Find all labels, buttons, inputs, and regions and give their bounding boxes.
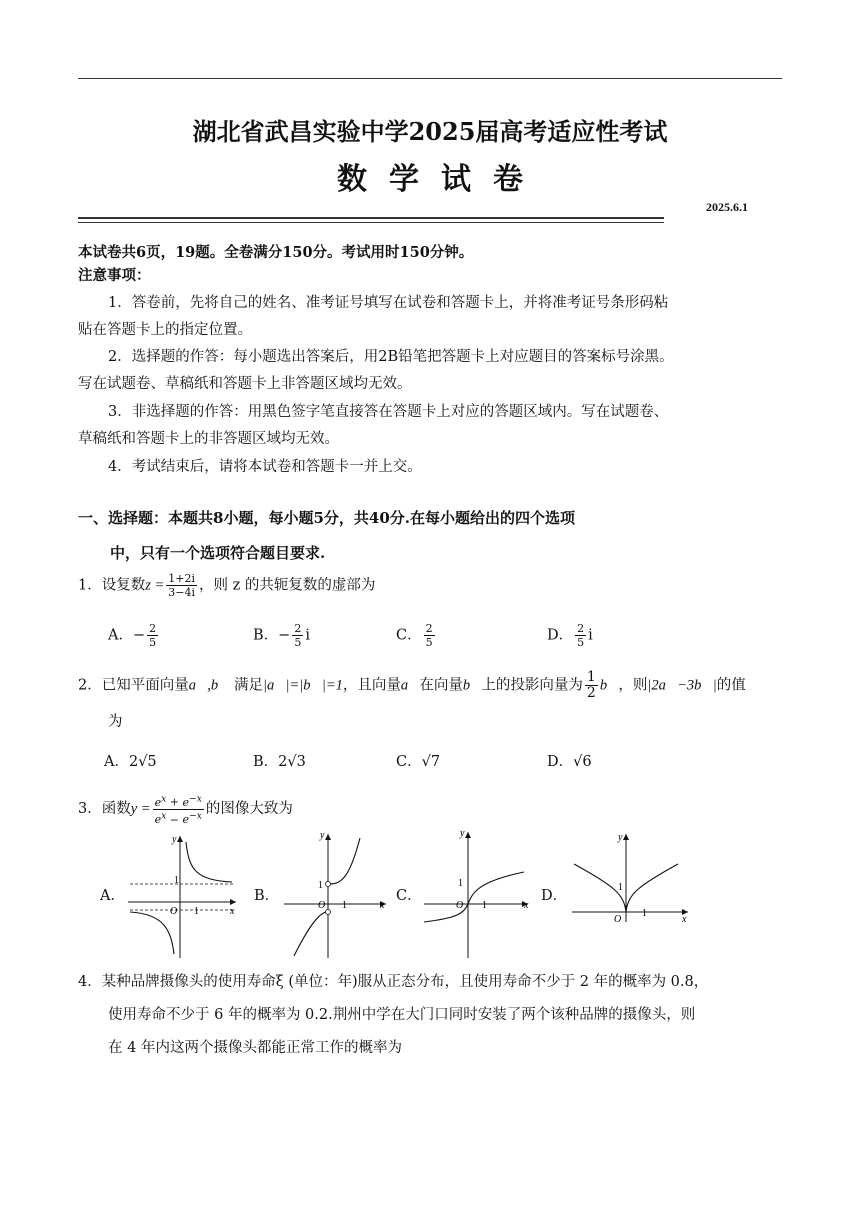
question-4-line2: 使用寿命不少于 6 年的概率为 0.2.荆州中学在大门口同时安装了两个该种品牌的摄像头，则: [108, 1007, 696, 1023]
double-rule-top: [78, 217, 664, 219]
notice-item-2b: 写在试题卷、草稿纸和答题卡上非答题区域均无效。: [78, 376, 412, 392]
notice-item-1a: 1．答卷前，先将自己的姓名、准考证号填写在试卷和答题卡上，并将准考证号条形码粘: [108, 295, 669, 311]
section-heading-line1: 一、选择题：本题共8小题，每小题5分，共40分.在每小题给出的四个选项: [78, 509, 575, 527]
notice-item-2a: 2．选择题的作答：每小题选出答案后，用2B铅笔把答题卡上对应题目的答案标号涂黑。: [108, 349, 674, 365]
q3-option-d-label[interactable]: D．: [541, 888, 568, 904]
svg-text:x: x: [230, 906, 235, 917]
svg-text:O: O: [614, 914, 622, 925]
q1-var: z =: [145, 577, 165, 594]
svg-text:y: y: [618, 832, 623, 843]
q2-option-b[interactable]: B．2√3: [253, 754, 306, 770]
notice-item-4: 4．考试结束后，请将本试卷和答题卡一并上交。: [108, 459, 422, 475]
q3-option-a-label[interactable]: A．: [100, 888, 125, 904]
q3-graph-c: [420, 826, 532, 960]
top-rule: [78, 78, 782, 79]
q3-graph-b: [280, 828, 390, 960]
school-title: 湖北省武昌实验中学2025届高考适应性考试: [192, 117, 668, 146]
q2-option-a[interactable]: A．2√5: [104, 754, 157, 770]
question-3: 3．函数y = $\frac{e^x + e^{-x}}{e^x - e^{-x}}$ 的图像大致为: [78, 793, 293, 827]
notice-item-3a: 3．非选择题的作答：用黑色签字笔直接答在答题卡上对应的答题区域内。写在试题卷、: [108, 404, 669, 420]
q1-option-a[interactable]: A．− $\frac{2}{5}$: [108, 622, 157, 649]
double-rule-bottom: [78, 222, 664, 223]
question-2-line2: 为: [108, 714, 123, 730]
question-4-line1: 4．某种品牌摄像头的使用寿命ξ (单位：年)服从正态分布，且使用寿命不少于 2 年的概率为 0.8，: [78, 974, 709, 990]
q1-option-d[interactable]: D． $\frac{2}{5}$ i: [547, 622, 593, 649]
q1-prefix: 1．设复数: [78, 577, 146, 594]
q1-suffix: ，则 z 的共轭复数的虚部为: [199, 577, 376, 594]
notice-heading: 注意事项：: [78, 267, 151, 284]
svg-text:1: 1: [174, 875, 179, 886]
svg-text:1: 1: [318, 880, 323, 891]
svg-text:O: O: [318, 900, 326, 911]
question-2-line1: 2．已知平面向量a⃗,b⃗ 满足|a⃗|=|b⃗|=1，且向量a⃗在向量b⃗上的投影向量为 $\frac{1}{2}$ b⃗，则|2a⃗−3b⃗|的值: [78, 669, 746, 701]
exam-date: 2025.6.1: [706, 200, 748, 214]
section-heading-line2: 中，只有一个选项符合题目要求.: [110, 544, 326, 562]
svg-text:1: 1: [458, 878, 463, 889]
svg-text:1: 1: [342, 900, 347, 911]
q2-option-c[interactable]: C．√7: [396, 754, 441, 770]
svg-text:x: x: [380, 900, 385, 911]
q3-option-c-label[interactable]: C．: [396, 888, 422, 904]
svg-text:1: 1: [618, 882, 623, 893]
svg-text:1: 1: [482, 900, 487, 911]
paper-title: 数学试卷: [337, 162, 545, 197]
exam-summary: 本试卷共6页，19题。全卷满分150分。考试用时150分钟。: [78, 244, 474, 261]
svg-text:y: y: [460, 828, 465, 839]
q2-option-d[interactable]: D．√6: [547, 754, 592, 770]
q3-graph-a: [124, 830, 240, 960]
question-1: [78, 572, 375, 599]
svg-text:O: O: [170, 906, 178, 917]
notice-item-3b: 草稿纸和答题卡上的非答题区域均无效。: [78, 431, 339, 447]
question-4-line3: 在 4 年内这两个摄像头都能正常工作的概率为: [108, 1040, 402, 1056]
svg-text:y: y: [320, 830, 325, 841]
svg-text:x: x: [524, 900, 529, 911]
svg-text:x: x: [682, 914, 687, 925]
notice-item-1b: 贴在答题卡上的指定位置。: [78, 322, 252, 338]
svg-text:y: y: [172, 834, 177, 845]
q1-fraction: $\frac{1+2i}{3-4i}$: [168, 572, 196, 599]
svg-text:O: O: [456, 900, 464, 911]
q1-option-b[interactable]: B．− $\frac{2}{5}$ i: [253, 622, 310, 649]
q1-option-c[interactable]: C． $\frac{2}{5}$: [396, 622, 433, 649]
q3-option-b-label[interactable]: B．: [254, 888, 280, 904]
q3-graph-d: [568, 830, 692, 926]
svg-text:1: 1: [194, 906, 199, 917]
svg-text:1: 1: [642, 908, 647, 919]
